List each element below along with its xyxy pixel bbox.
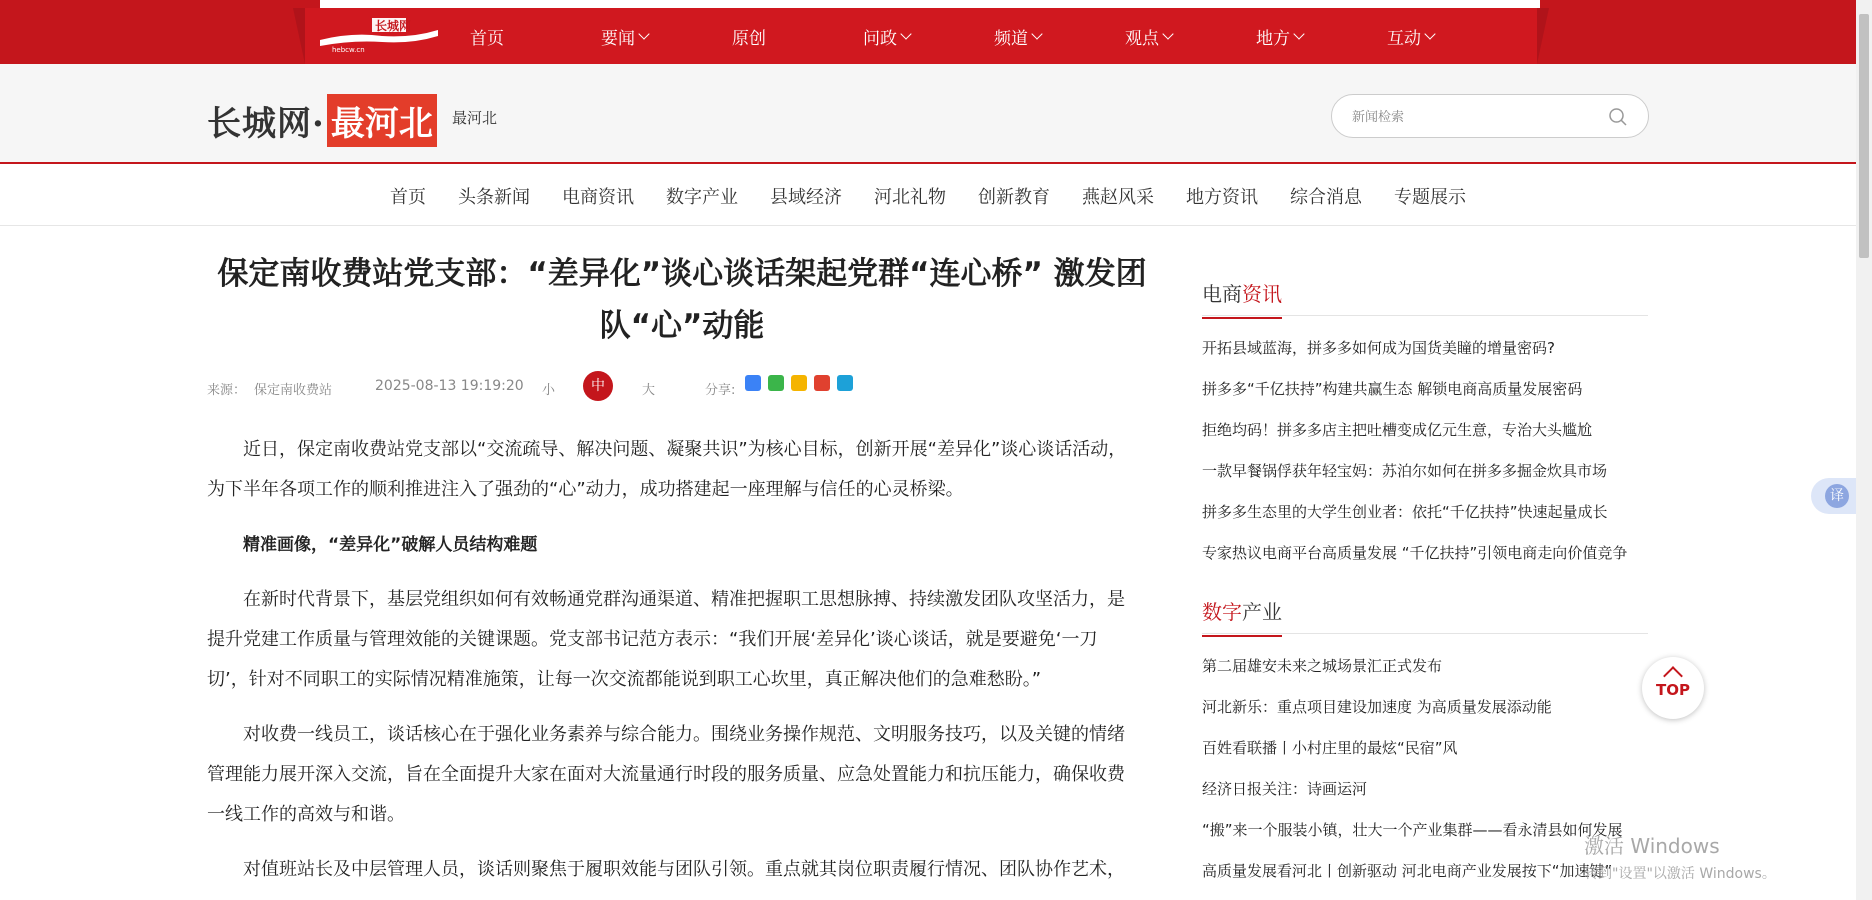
- news-list-item[interactable]: 拼多多生态里的大学生创业者：依托“千亿扶持”快速起量成长: [1202, 503, 1608, 521]
- top-nav-item[interactable]: [1387, 24, 1518, 49]
- news-list-item[interactable]: 第二届雄安未来之城场景汇正式发布: [1202, 657, 1443, 675]
- news-list: [1202, 328, 1648, 574]
- top-bar: [0, 0, 1872, 64]
- share-icons: [745, 375, 860, 391]
- channel-nav-item[interactable]: 创新教育: [978, 186, 1050, 208]
- top-nav-label: 要闻: [601, 28, 635, 49]
- article-subheading: 精准画像，“差异化”破解人员结构难题: [243, 535, 538, 555]
- brand-highlight-text: 最河北: [327, 94, 437, 147]
- font-size-large[interactable]: 大: [642, 383, 656, 398]
- watermark-line2: 转到"设置"以激活 Windows。: [1584, 866, 1776, 882]
- chevron-down-icon: [1162, 28, 1173, 39]
- share-wechat-icon[interactable]: [768, 375, 784, 391]
- news-list-item[interactable]: 专家热议电商平台高质量发展 “千亿扶持”引领电商走向价值竞争: [1202, 544, 1628, 562]
- channel-nav-item[interactable]: 电商资讯: [562, 186, 634, 208]
- top-bar-strip: [320, 0, 1540, 8]
- news-list-item[interactable]: 百姓看联播丨小村庄里的最炫“民宿”风: [1202, 739, 1458, 757]
- share-qq-icon[interactable]: [837, 375, 853, 391]
- search-icon[interactable]: [1608, 107, 1628, 127]
- top-nav-label: 频道: [994, 28, 1028, 49]
- channel-nav-item[interactable]: 数字产业: [666, 186, 738, 208]
- font-size-medium[interactable]: 中: [583, 371, 613, 401]
- chevron-down-icon: [1424, 28, 1435, 39]
- top-nav-label: 互动: [1387, 28, 1421, 49]
- article-paragraph: 对收费一线员工，谈话核心在于强化业务素养与综合能力。围绕业务操作规范、文明服务技巧，以及关键的情绪管理能力展开深入交流，旨在全面提升大家在面对大流量通行时段的服务质量、应急处置能力和抗压能力，确保收费一线工作的高效与和谐。: [207, 724, 1125, 825]
- channel-nav-item[interactable]: 综合消息: [1290, 186, 1362, 208]
- share-more-icon[interactable]: [745, 375, 761, 391]
- news-list-item[interactable]: 高质量发展看河北丨创新驱动 河北电商产业发展按下“加速键”: [1202, 862, 1613, 880]
- share-qzone-icon[interactable]: [791, 375, 807, 391]
- channel-nav-item[interactable]: 燕赵风采: [1082, 186, 1154, 208]
- translate-icon: 译: [1825, 484, 1849, 508]
- logo-text: 长城网: [375, 19, 412, 33]
- news-list-item[interactable]: 拒绝均码！拼多多店主把吐槽变成亿元生意，专治大头尴尬: [1202, 421, 1593, 439]
- article-paragraph: 对值班站长及中层管理人员，谈话则聚焦于履职效能与团队引领。重点就其岗位职责履行情况、团队协作艺术，: [243, 859, 1125, 880]
- top-nav-label: 观点: [1125, 28, 1159, 49]
- chevron-down-icon: [638, 28, 649, 39]
- search-input[interactable]: [1352, 106, 1592, 128]
- article-body: [207, 430, 1127, 900]
- search-box: [1331, 94, 1649, 138]
- brand-logo[interactable]: [207, 94, 437, 147]
- top-nav-item[interactable]: [863, 24, 994, 49]
- top-nav-label: 地方: [1256, 28, 1290, 49]
- logo-domain: hebcw.cn: [332, 46, 365, 54]
- top-nav-label: 问政: [863, 28, 897, 49]
- channel-subtitle: 最河北: [452, 109, 498, 127]
- news-list-item[interactable]: 一款早餐锅俘获年轻宝妈：苏泊尔如何在拼多多掘金炊具市场: [1202, 462, 1608, 480]
- article-source[interactable]: 保定南收费站: [254, 383, 333, 398]
- top-nav-item[interactable]: [601, 24, 732, 49]
- top-nav-item[interactable]: [1256, 24, 1387, 49]
- back-to-top-button[interactable]: [1642, 657, 1704, 719]
- sidebar: [1202, 270, 1648, 880]
- site-logo[interactable]: [312, 10, 446, 54]
- section-header: [1202, 588, 1648, 634]
- site-header: [0, 64, 1856, 164]
- section-title[interactable]: [1202, 278, 1282, 319]
- news-list-item[interactable]: “搬”来一个服装小镇，壮大一个产业集群——看永清县如何发展: [1202, 821, 1623, 839]
- font-size-small[interactable]: 小: [542, 383, 556, 398]
- section-title-b: 资讯: [1242, 282, 1282, 306]
- article-meta: [207, 371, 1157, 401]
- chevron-down-icon: [1031, 28, 1042, 39]
- top-nav-item[interactable]: [994, 24, 1125, 49]
- sidebar-section-ecommerce: [1202, 270, 1648, 574]
- watermark-line1: 激活 Windows: [1584, 834, 1720, 858]
- news-list-item[interactable]: 经济日报关注：诗画运河: [1202, 780, 1368, 798]
- chevron-down-icon: [1293, 28, 1304, 39]
- back-to-top-label: TOP: [1656, 681, 1690, 699]
- source-label: 来源：: [207, 383, 247, 398]
- scrollbar-thumb[interactable]: [1859, 14, 1869, 258]
- channel-nav-item[interactable]: 专题展示: [1394, 186, 1466, 208]
- article-title: 保定南收费站党支部：“差异化”谈心谈话架起党群“连心桥” 激发团队“心”动能: [217, 256, 1147, 344]
- article-paragraph: 在新时代背景下，基层党组织如何有效畅通党群沟通渠道、精准把握职工思想脉搏、持续激发团队攻坚活力，是提升党建工作质量与管理效能的关键课题。党支部书记范方表示：“我们开展‘差异化’谈心谈话，就是要避免‘一刀切’，针对不同职工的实际情况精准施策，让每一次交流都能说到职工心坎里，真正解决他们的急难愁盼。”: [207, 589, 1125, 690]
- channel-nav-item[interactable]: 头条新闻: [458, 186, 530, 208]
- brand-main-text: 长城网·: [207, 104, 325, 144]
- channel-nav-item[interactable]: 县域经济: [770, 186, 842, 208]
- channel-nav-item[interactable]: 河北礼物: [874, 186, 946, 208]
- section-title-a: 数字: [1202, 600, 1242, 624]
- scrollbar[interactable]: [1856, 0, 1872, 900]
- sidebar-section-digital: [1202, 588, 1648, 892]
- news-list-item[interactable]: 开拓县域蓝海，拼多多如何成为国货美瞳的增量密码?: [1202, 339, 1555, 357]
- top-nav-item[interactable]: [1125, 24, 1256, 49]
- share-label: 分享:: [705, 383, 736, 398]
- news-list-item[interactable]: 拼多多“千亿扶持”构建共赢生态 解锁电商高质量发展密码: [1202, 380, 1583, 398]
- channel-nav: [0, 166, 1856, 226]
- windows-watermark: [1584, 830, 1776, 883]
- top-nav-item[interactable]: [732, 24, 863, 49]
- top-nav-item[interactable]: [470, 24, 601, 49]
- article-datetime: 2025-08-13 19:19:20: [375, 378, 524, 394]
- top-nav-label: 首页: [470, 28, 504, 49]
- section-title-b: 产业: [1242, 600, 1282, 624]
- article-paragraph: 近日，保定南收费站党支部以“交流疏导、解决问题、凝聚共识”为核心目标，创新开展“差异化”谈心谈话活动，为下半年各项工作的顺利推进注入了强劲的“心”动力，成功搭建起一座理解与信任的心灵桥梁。: [207, 439, 1127, 500]
- translate-button[interactable]: [1811, 478, 1861, 514]
- top-nav-label: 原创: [732, 28, 766, 49]
- section-title[interactable]: [1202, 596, 1282, 637]
- share-weibo-icon[interactable]: [814, 375, 830, 391]
- section-title-a: 电商: [1202, 282, 1242, 306]
- section-header: [1202, 270, 1648, 316]
- channel-nav-item[interactable]: 首页: [390, 186, 426, 208]
- channel-nav-item[interactable]: 地方资讯: [1186, 186, 1258, 208]
- news-list-item[interactable]: 河北新乐：重点项目建设加速度 为高质量发展添动能: [1202, 698, 1552, 716]
- news-list: [1202, 646, 1648, 892]
- chevron-down-icon: [900, 28, 911, 39]
- top-nav: [470, 8, 1518, 64]
